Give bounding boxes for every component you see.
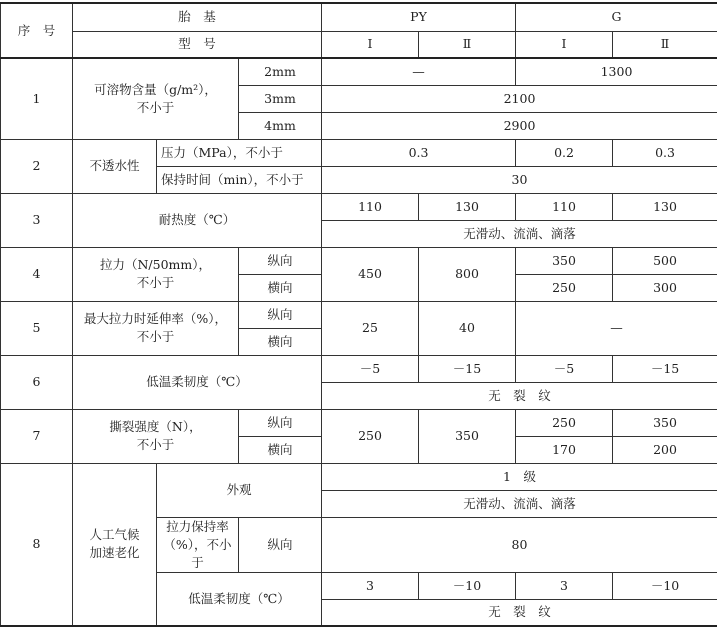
header-py: PY xyxy=(322,3,516,31)
row4-g1a: 350 xyxy=(516,247,613,274)
row2-sub1-g1: 0.2 xyxy=(516,139,613,166)
row2-label: 不透水性 xyxy=(73,139,157,193)
row7-py1: 250 xyxy=(322,409,419,463)
row2-sub1-py: 0.3 xyxy=(322,139,516,166)
row8-tensile-val: 80 xyxy=(322,517,717,572)
row1-sub3: 4mm xyxy=(239,112,322,139)
row2-sub1-g2: 0.3 xyxy=(613,139,717,166)
row3-label: 耐热度（℃） xyxy=(73,193,322,247)
header-g: G xyxy=(516,3,717,31)
row8-appearance: 外观 xyxy=(157,463,322,517)
row6-v4: －15 xyxy=(613,355,717,382)
row8-cold: 低温柔韧度（℃） xyxy=(157,572,322,626)
row7-py2: 350 xyxy=(419,409,516,463)
row8-label xyxy=(73,463,157,626)
row7-g1b: 170 xyxy=(516,436,613,463)
row4-dir1: 纵向 xyxy=(239,247,322,274)
row3-no: 3 xyxy=(1,193,73,247)
header-seq: 序 号 xyxy=(1,3,73,58)
row5-label xyxy=(73,301,239,355)
header-py-type2: Ⅱ xyxy=(419,31,516,58)
row4-no: 4 xyxy=(1,247,73,301)
row3-v2: 130 xyxy=(419,193,516,220)
row7-dir1: 纵向 xyxy=(239,409,322,436)
row8-tensile-label xyxy=(157,517,239,572)
row1-label xyxy=(73,58,239,139)
row4-label xyxy=(73,247,239,301)
header-py-type1: Ⅰ xyxy=(322,31,419,58)
row7-g2a: 350 xyxy=(613,409,717,436)
row1-label-line2: 不小于 xyxy=(136,99,175,115)
row5-no: 5 xyxy=(1,301,73,355)
row4-g2b: 300 xyxy=(613,274,717,301)
row8-label-line2: 加速老化 xyxy=(89,545,140,561)
row8-cold-v1: 3 xyxy=(322,572,419,599)
row6-note: 无 裂 纹 xyxy=(322,382,717,409)
row5-py1: 25 xyxy=(322,301,419,355)
row3-v4: 130 xyxy=(613,193,717,220)
header-g-type1: Ⅰ xyxy=(516,31,613,58)
row1-sub1-g: 1300 xyxy=(516,58,717,85)
row5-g: — xyxy=(516,301,717,355)
row8-tensile-line2: （%），不小于 xyxy=(163,536,232,570)
row8-cold-v4: －10 xyxy=(613,572,717,599)
row5-dir1: 纵向 xyxy=(239,301,322,328)
row5-dir2: 横向 xyxy=(239,328,322,355)
row8-no: 8 xyxy=(1,463,73,626)
row7-no: 7 xyxy=(1,409,73,463)
row2-sub2-val: 30 xyxy=(322,166,717,193)
row2-sub1: 压力（MPa），不小于 xyxy=(157,139,322,166)
header-g-type2: Ⅱ xyxy=(613,31,717,58)
row7-label-line1: 撕裂强度（N）， xyxy=(109,419,202,434)
row8-cold-v3: 3 xyxy=(516,572,613,599)
row4-g2a: 500 xyxy=(613,247,717,274)
row6-v3: －5 xyxy=(516,355,613,382)
row4-label-line2: 不小于 xyxy=(136,275,175,290)
row8-label-line1: 人工气候 xyxy=(89,527,140,543)
row5-py2: 40 xyxy=(419,301,516,355)
row4-py1: 450 xyxy=(322,247,419,301)
row6-label: 低温柔韧度（℃） xyxy=(73,355,322,409)
row8-cold-note: 无 裂 纹 xyxy=(322,599,717,626)
row7-g1a: 250 xyxy=(516,409,613,436)
row8-app-grade: 1 级 xyxy=(322,463,717,490)
row5-label-line2: 不小于 xyxy=(136,329,175,344)
row1-sub1: 2mm xyxy=(239,58,322,85)
row6-v2: －15 xyxy=(419,355,516,382)
row2-no: 2 xyxy=(1,139,73,193)
row7-dir2: 横向 xyxy=(239,436,322,463)
row8-app-note: 无滑动、流淌、滴落 xyxy=(322,490,717,517)
row2-sub2: 保持时间（min），不小于 xyxy=(157,166,322,193)
row3-v3: 110 xyxy=(516,193,613,220)
header-base: 胎 基 xyxy=(73,3,322,31)
row4-label-line1: 拉力（N/50mm）， xyxy=(99,257,211,272)
row4-py2: 800 xyxy=(419,247,516,301)
row1-sub1-py: — xyxy=(322,58,516,85)
row1-sub3-val: 2900 xyxy=(322,112,717,139)
row7-label xyxy=(73,409,239,463)
row1-label-line1: 可溶物含量（g/m²）， xyxy=(94,81,217,97)
row6-v1: －5 xyxy=(322,355,419,382)
row1-sub2: 3mm xyxy=(239,85,322,112)
row7-label-line2: 不小于 xyxy=(136,437,175,452)
row8-tensile-line1: 拉力保持率 xyxy=(166,518,229,534)
row3-v1: 110 xyxy=(322,193,419,220)
row7-g2b: 200 xyxy=(613,436,717,463)
row4-g1b: 250 xyxy=(516,274,613,301)
row8-tensile-dir: 纵向 xyxy=(239,517,322,572)
row1-no: 1 xyxy=(1,58,73,139)
header-model: 型 号 xyxy=(73,31,322,58)
row4-dir2: 横向 xyxy=(239,274,322,301)
row8-cold-v2: －10 xyxy=(419,572,516,599)
row6-no: 6 xyxy=(1,355,73,409)
row3-note: 无滑动、流淌、滴落 xyxy=(322,220,717,247)
row1-sub2-val: 2100 xyxy=(322,85,717,112)
row5-label-line1: 最大拉力时延伸率（%）， xyxy=(83,311,228,326)
spec-table xyxy=(0,2,717,627)
